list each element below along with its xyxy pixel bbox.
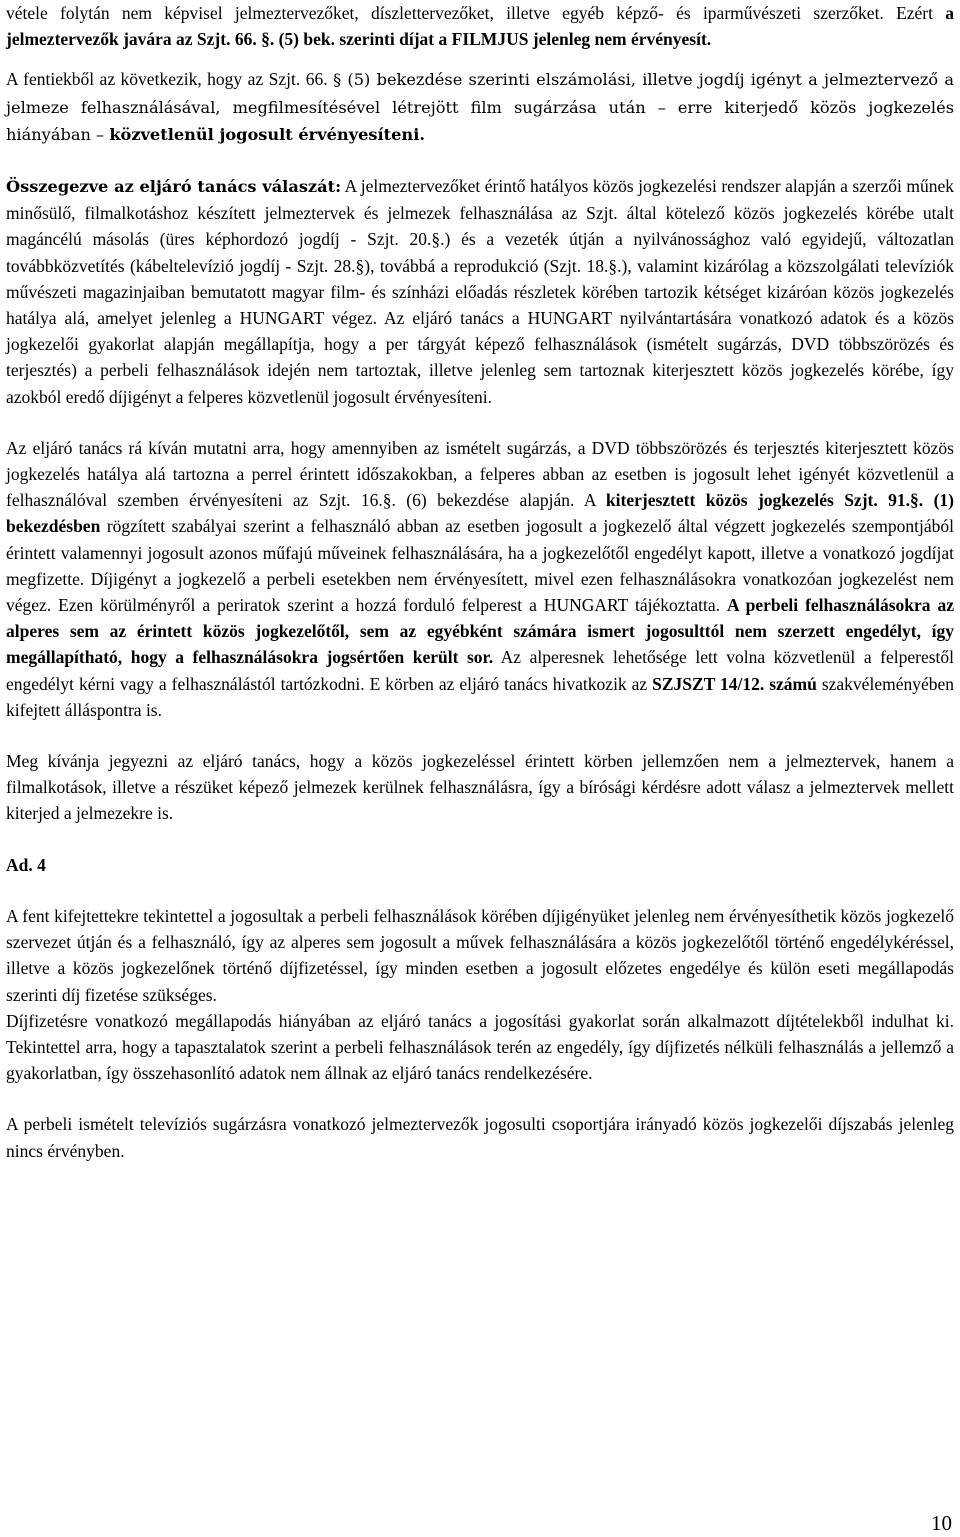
paragraph-filmjus [6, 0, 954, 52]
paragraph-note: Meg kívánja jegyezni az eljáró tanács, hogy a közös jogkezeléssel érintett körben jellemzően nem a jelmeztervek, hanem a filmalkotások, illetve a részüket képező jelmezek kerülnek felhasználásra, így a bírósági kérdésre adott válasz a jelmeztervek mellett kiterjed a jelmezekre is. [6, 751, 954, 824]
page-number: 10 [931, 1511, 952, 1535]
summary-lead: Összegezve az eljáró tanács válaszát: [6, 177, 342, 197]
bold-text: SZJSZT 14/12. számú [652, 673, 817, 694]
paragraph-text: Az eljáró tanács rá kíván mutatni arra, hogy amennyiben az ismételt sugárzás, a DVD többszörözés és terjesztés kiterjesztett közös jogkezelés hatálya alá tartozna a perrel érintett időszakokban, a felperes abban az esetben is jogosult lehet igényét közvetlenül a felhasználóval szemben érvényesíteni az Szjt. 16.§. (6) bekezdése alapján. A [6, 437, 954, 511]
paragraph-text: rögzített szabályai szerint a felhasználó abban az esetben jogosult a jogkezelő által végzett jogkezelés szempontjából érintett valamennyi jogosult azonos műfajú műveinek felhasználására, ha a jogkezelőtől engedélyt kapott, illetve a vonatkozó jogdíjat megfizette. Díjigényt a jogkezelő a perbeli esetekben nem érvényesített, mivel ezen felhasználásokra vonatkozóan jogkezelést nem végez. Ezen körülményről a periratok szerint a hozzá forduló felperest a HUNGART tájékoztatta. [6, 516, 954, 616]
paragraph-text: A jelmeztervezőket érintő hatályos közös jogkezelési rendszer alapján a szerzői műnek minősülő, filmalkotáshoz készített jelmeztervek és jelmezek felhasználása az Szjt. által kötelező közös jogkezelés körébe utalt magáncélú másolás (üres képhordozó jogdíj - Szjt. 20.§.) és a vezeték útján a nyilvánossághoz való egyidejű, változatlan továbbközvetítés (kábeltelevízió jogdíj - Szjt. 28.§), továbbá a reprodukció (Szjt. 18.§.), valamint kizárólag a közszolgálati televíziók művészeti magazinjaiban bemutatott magyar film- és színházi előadás részletek körében tartozik kétséget kizáróan közös jogkezelés hatálya alá, amelyet jelenleg a HUNGART végez. Az eljáró tanács a HUNGART nyilvántartására vonatkozó adatok és a közös jogkezelői gyakorlat alapján megállapítja, hogy a per tárgyát képező felhasználások (ismételt sugárzás, DVD többszörözés és terjesztés) a perbeli felhasználások idején nem tartoztak, illetve jelenleg sem tartoznak kiterjesztett közös jogkezelés körébe, így azokból eredő díjigényt a felperes közvetlenül jogosult érvényesíteni. [6, 176, 955, 407]
paragraph-fees: Díjfizetésre vonatkozó megállapodás hiányában az eljáró tanács a jogosítási gyakorlat során alkalmazott díjtételekből indulhat ki. Tekintettel arra, hogy a tapasztalatok szerint a perbeli felhasználások terén az engedély, így díjfizetés nélküli felhasználás a jellemző a gyakorlatban, így összehasonlító adatok nem állnak az eljáró tanács rendelkezésére. [6, 1010, 954, 1084]
paragraph-extended-management [6, 435, 954, 723]
bold-text: közvetlenül jogosult érvényesíteni. [109, 124, 425, 144]
section-heading: Ad. 4 [6, 854, 46, 875]
paragraph-summary [6, 173, 954, 410]
document-page [6, 0, 954, 1164]
paragraph-text: A fentiekből az következik, hogy az Szjt. 66. [6, 69, 334, 90]
paragraph-text: § (5) bekezdése szerinti elszámolási, illetve jogdíj igényt a jelmeztervező a jelmeze felhasználásával, megfilmesítésével létrejött film sugárzása után – erre kiterjedő közös jogkezelés hiányában – [6, 70, 954, 144]
bold-text: A perbeli felhasználásokra az alperes sem az érintett közös jogkezelőtől, sem az egyébként számára ismert jogosulttól nem szerzett engedélyt, így megállapítható, hogy a felhasználásokra jogsértően került sor. [6, 595, 954, 668]
bold-text: kiterjesztett közös jogkezelés Szjt. 91.§. (1) bekezdésben [6, 490, 954, 537]
paragraph-text: vétele folytán nem képvisel jelmeztervezőket, díszlettervezőket, illetve egyéb képző- és iparművészeti szerzőket. Ezért [6, 3, 946, 23]
paragraph-conclusion [6, 66, 954, 148]
paragraph-text: szakvéleményében kifejtett álláspontra is. [6, 673, 954, 720]
paragraph-rights: A fent kifejtettekre tekintettel a jogosultak a perbeli felhasználások körében díjigényüket jelenleg nem érvényesíthetik közös jogkezelő szervezet útján és a felhasználó, így az alperes sem jogosult a művek felhasználására a közös jogkezelőtől történő engedélykéréssel, illetve a közös jogkezelőnek történő díjfizetéssel, így minden esetben a jogosult előzetes engedélye és külön eseti megállapodás szerinti díj fizetése szükséges. [6, 905, 954, 1005]
paragraph-tariff: A perbeli ismételt televíziós sugárzásra vonatkozó jelmeztervezők jogosulti csoportjára irányadó közös jogkezelői díjszabás jelenleg nincs érvényben. [6, 1114, 954, 1161]
paragraph-text: Az alperesnek lehetősége lett volna közvetlenül a felperestől engedélyt kérni vagy a felhasználástól tartózkodni. E körben az eljáró tanács hivatkozik az [6, 647, 954, 694]
bold-text: a jelmeztervezők javára az Szjt. 66. §. (5) bek. szerinti díjat a FILMJUS jelenleg nem érvényesít. [6, 3, 954, 50]
